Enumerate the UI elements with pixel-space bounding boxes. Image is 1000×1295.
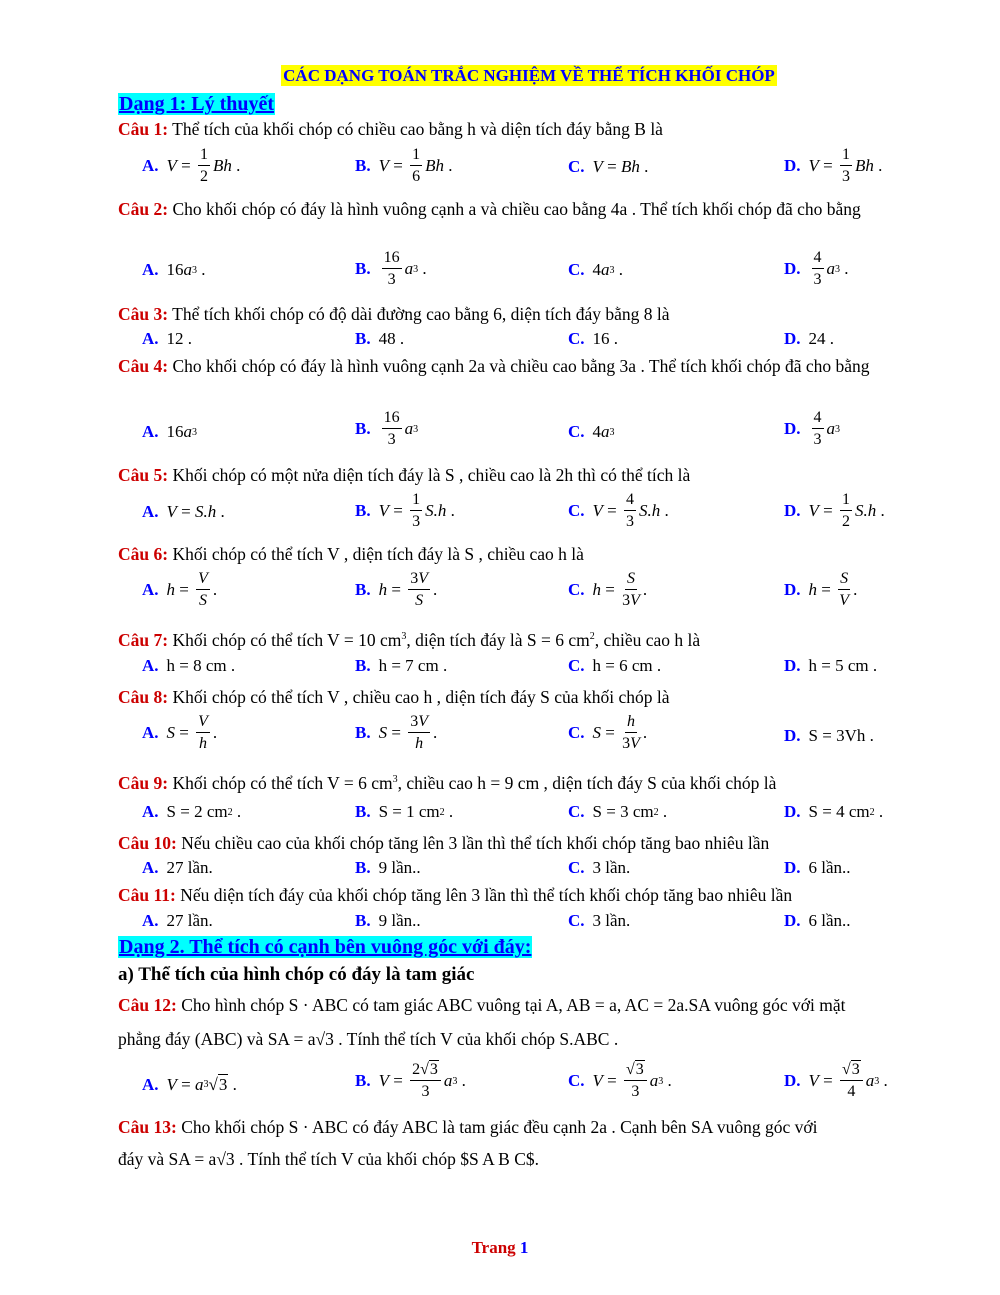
option-b: B. h = 3V S . <box>355 570 438 609</box>
option-c: C. V = Bh . <box>568 157 649 176</box>
question-12-line2: phẳng đáy (ABC) và SA = a√3 . Tính thể tích V của khối chóp S.ABC . <box>118 1029 619 1049</box>
option-a: A. V = a 3 √ 3 . <box>142 1074 237 1094</box>
option-a: A. 27 lần. <box>142 911 213 930</box>
option-c: C. 4 a 3 . <box>568 260 624 279</box>
option-b: B. V = 1 6 Bh . <box>355 146 453 185</box>
question-9: Câu 9: Khối chóp có thể tích V = 6 $cm^3$, chiều cao h = 9 cm , diện tích đáy S của khối chóp là <box>118 772 777 793</box>
option-b: B. 16 3 a 3 . <box>355 249 427 288</box>
option-d: D. V = √3 4 a 3 . <box>784 1061 888 1100</box>
option-d: D. V = 1 3 Bh . <box>784 146 883 185</box>
option-a: A. V = 1 2 Bh . <box>142 146 241 185</box>
option-d: D. 24 . <box>784 329 835 348</box>
question-10: Câu 10: Nếu chiều cao của khối chóp tăng lên 3 lần thì thể tích khối chóp tăng bao nhiêu lần <box>118 833 770 853</box>
option-b: B. 9 lần.. <box>355 911 421 930</box>
option-d: D. 4 3 a 3 . <box>784 249 849 288</box>
option-b: B. 16 3 a 3 <box>355 409 419 448</box>
option-c: C. 4 a 3 <box>568 422 615 441</box>
option-a: A. 16 a 3 <box>142 422 198 441</box>
question-1: Câu 1: Thể tích của khối chóp có chiều cao bằng h và diện tích đáy bằng B là <box>118 119 663 139</box>
option-a: A. 16 a 3 . <box>142 260 206 279</box>
option-c: C. V = √3 3 a 3 . <box>568 1061 672 1100</box>
question-11: Câu 11: Nếu diện tích đáy của khối chóp tăng lên 3 lần thì thể tích khối chóp tăng bao nhiêu lần <box>118 885 793 905</box>
option-c: C. h = 6 cm . <box>568 656 662 675</box>
page-footer: Trang 1 <box>471 1238 529 1257</box>
option-d: D. h = 5 cm . <box>784 656 878 675</box>
option-d: D. V = 1 2 S.h . <box>784 491 885 530</box>
option-d: D. 4 3 a 3 <box>784 409 841 448</box>
option-a: A. S = V h . <box>142 713 218 752</box>
question-3: Câu 3: Thể tích khối chóp có độ dài đường cao bằng 6, diện tích đáy bằng 8 là <box>118 304 670 324</box>
option-b: B. S = 3V h . <box>355 713 438 752</box>
option-a: A. 27 lần. <box>142 858 213 877</box>
option-b: B. 48 . <box>355 329 405 348</box>
question-7: Câu 7: Khối chóp có thể tích V = 10 $cm^3$, diện tích đáy là S = 6 $cm^2$, chiều cao h là <box>118 629 701 650</box>
question-13: Câu 13: Cho khối chóp S · ABC có đáy ABC là tam giác đều cạnh 2a . Cạnh bên SA vuông góc với <box>118 1117 818 1137</box>
option-d: D. S = 4 cm 2 . <box>784 802 884 821</box>
option-a: A. S = 2 cm 2 . <box>142 802 242 821</box>
option-b: B. V = 2√3 3 a 3 . <box>355 1061 466 1100</box>
option-a: A. h = V S . <box>142 570 218 609</box>
option-b: B. S = 1 cm 2 . <box>355 802 454 821</box>
question-12: Câu 12: Cho hình chóp S · ABC có tam giác ABC vuông tại A, AB = a, AC = 2a.SA vuông góc với mặt <box>118 995 846 1015</box>
question-2: Câu 2: Cho khối chóp có đáy là hình vuông cạnh a và chiều cao bằng 4a . Thể tích khối chóp đã cho bằng <box>118 199 861 219</box>
option-c: C. S = 3 cm 2 . <box>568 802 668 821</box>
option-a: A. V = S.h . <box>142 502 225 521</box>
option-d: D. S = 3Vh . <box>784 726 874 745</box>
question-13-line2: đáy và SA = a√3 . Tính thể tích V của khối chóp $S A B C$. <box>118 1149 539 1169</box>
section-heading-2: Dạng 2. Thể tích có cạnh bên vuông góc với đáy: <box>119 936 532 958</box>
option-b: B. 9 lần.. <box>355 858 421 877</box>
option-c: C. V = 4 3 S.h . <box>568 491 669 530</box>
option-b: B. V = 1 3 S.h . <box>355 491 455 530</box>
option-c: C. 3 lần. <box>568 911 631 930</box>
option-d: D. 6 lần.. <box>784 858 851 877</box>
option-d: D. h = S V . <box>784 570 858 609</box>
question-6: Câu 6: Khối chóp có thể tích V , diện tích đáy là S , chiều cao h là <box>118 544 584 564</box>
option-a: A. 12 . <box>142 329 193 348</box>
option-a: A. h = 8 cm . <box>142 656 236 675</box>
question-4: Câu 4: Cho khối chóp có đáy là hình vuông cạnh 2a và chiều cao bằng 3a . Thể tích khối chóp đã cho bằng <box>118 356 870 376</box>
option-c: C. h = S 3V . <box>568 570 648 609</box>
option-d: D. 6 lần.. <box>784 911 851 930</box>
option-b: B. h = 7 cm . <box>355 656 448 675</box>
section-heading-1: Dạng 1: Lý thuyết <box>119 93 275 115</box>
option-c: C. 16 . <box>568 329 619 348</box>
question-8: Câu 8: Khối chóp có thể tích V , chiều cao h , diện tích đáy S của khối chóp là <box>118 687 670 707</box>
option-c: C. 3 lần. <box>568 858 631 877</box>
question-5: Câu 5: Khối chóp có một nửa diện tích đáy là S , chiều cao là 2h thì có thể tích là <box>118 465 691 485</box>
page-title: CÁC DẠNG TOÁN TRẮC NGHIỆM VỀ THỂ TÍCH KHỐI CHÓP <box>283 66 775 85</box>
option-c: C. S = h 3V . <box>568 713 648 752</box>
subsection-heading-a: a) Thể tích của hình chóp có đáy là tam giác <box>118 964 475 985</box>
